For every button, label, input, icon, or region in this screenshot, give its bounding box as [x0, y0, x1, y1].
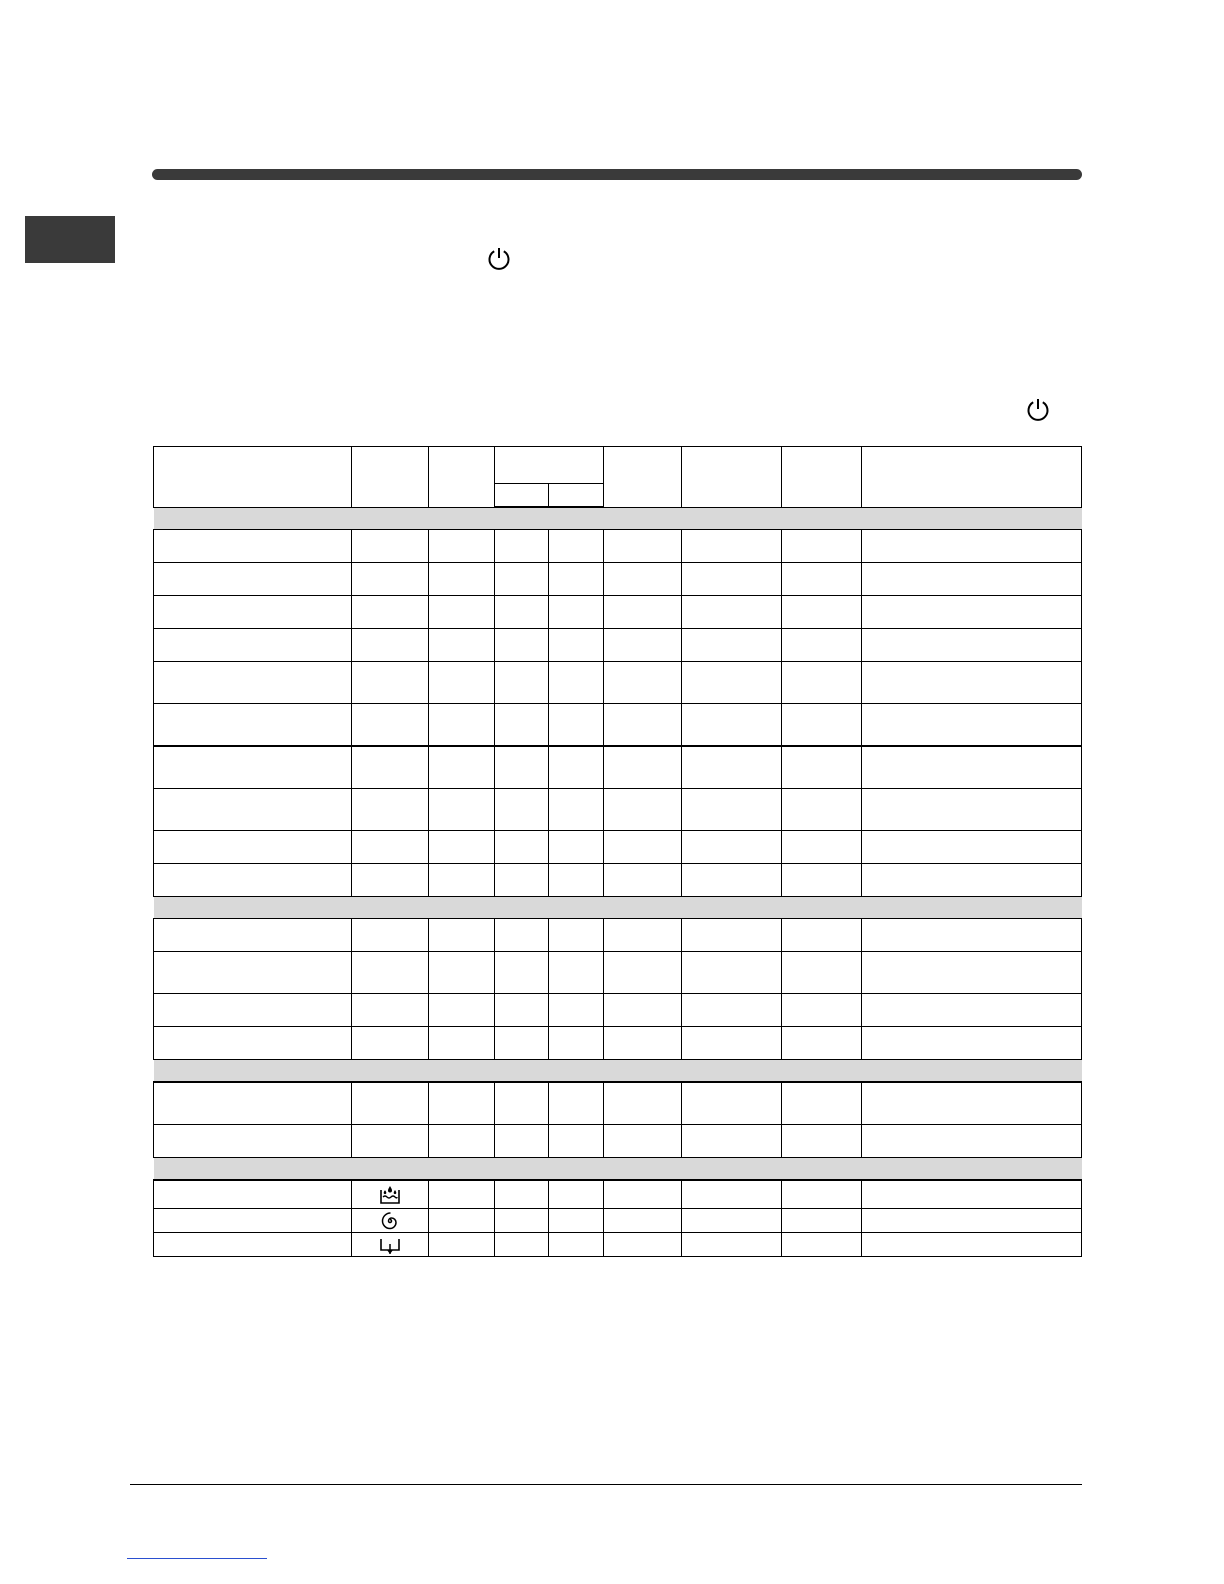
language-tab	[25, 216, 115, 263]
table-row	[154, 596, 1082, 629]
drain-icon	[378, 1235, 402, 1255]
table-row	[154, 864, 1082, 897]
header-cell	[682, 447, 782, 508]
rinse-icon	[378, 1184, 402, 1206]
power-icon	[1025, 396, 1051, 422]
section-band	[154, 1060, 1082, 1083]
table-row	[154, 704, 1082, 747]
table-row	[154, 789, 1082, 831]
table-row	[154, 1027, 1082, 1060]
table-row	[154, 746, 1082, 789]
table-row	[154, 530, 1082, 563]
header-cell	[429, 447, 495, 508]
footer-link-underline	[127, 1558, 267, 1559]
section-band	[154, 507, 1082, 530]
header-subcell	[495, 484, 549, 508]
table-row	[154, 1180, 1082, 1209]
header-cell	[154, 447, 352, 508]
table-row	[154, 662, 1082, 704]
table-row	[154, 994, 1082, 1027]
table-row	[154, 1125, 1082, 1158]
header-cell	[862, 447, 1082, 508]
header-cell	[782, 447, 862, 508]
power-icon	[486, 245, 512, 271]
table-row	[154, 563, 1082, 596]
table-row	[154, 1233, 1082, 1257]
spin-icon	[379, 1211, 401, 1231]
header-rule	[152, 169, 1082, 180]
table-row	[154, 952, 1082, 994]
table-row	[154, 1082, 1082, 1125]
section-band	[154, 1158, 1082, 1181]
table-row	[154, 831, 1082, 864]
header-cell	[352, 447, 429, 508]
table-header-row	[154, 447, 1082, 484]
section-band	[154, 897, 1082, 919]
header-subcell	[549, 484, 604, 508]
programmes-table	[153, 446, 1082, 1257]
footer-rule	[130, 1484, 1082, 1485]
table-row	[154, 919, 1082, 952]
table-row	[154, 1209, 1082, 1233]
header-cell	[604, 447, 682, 508]
header-group-cell	[495, 447, 604, 484]
table-row	[154, 629, 1082, 662]
